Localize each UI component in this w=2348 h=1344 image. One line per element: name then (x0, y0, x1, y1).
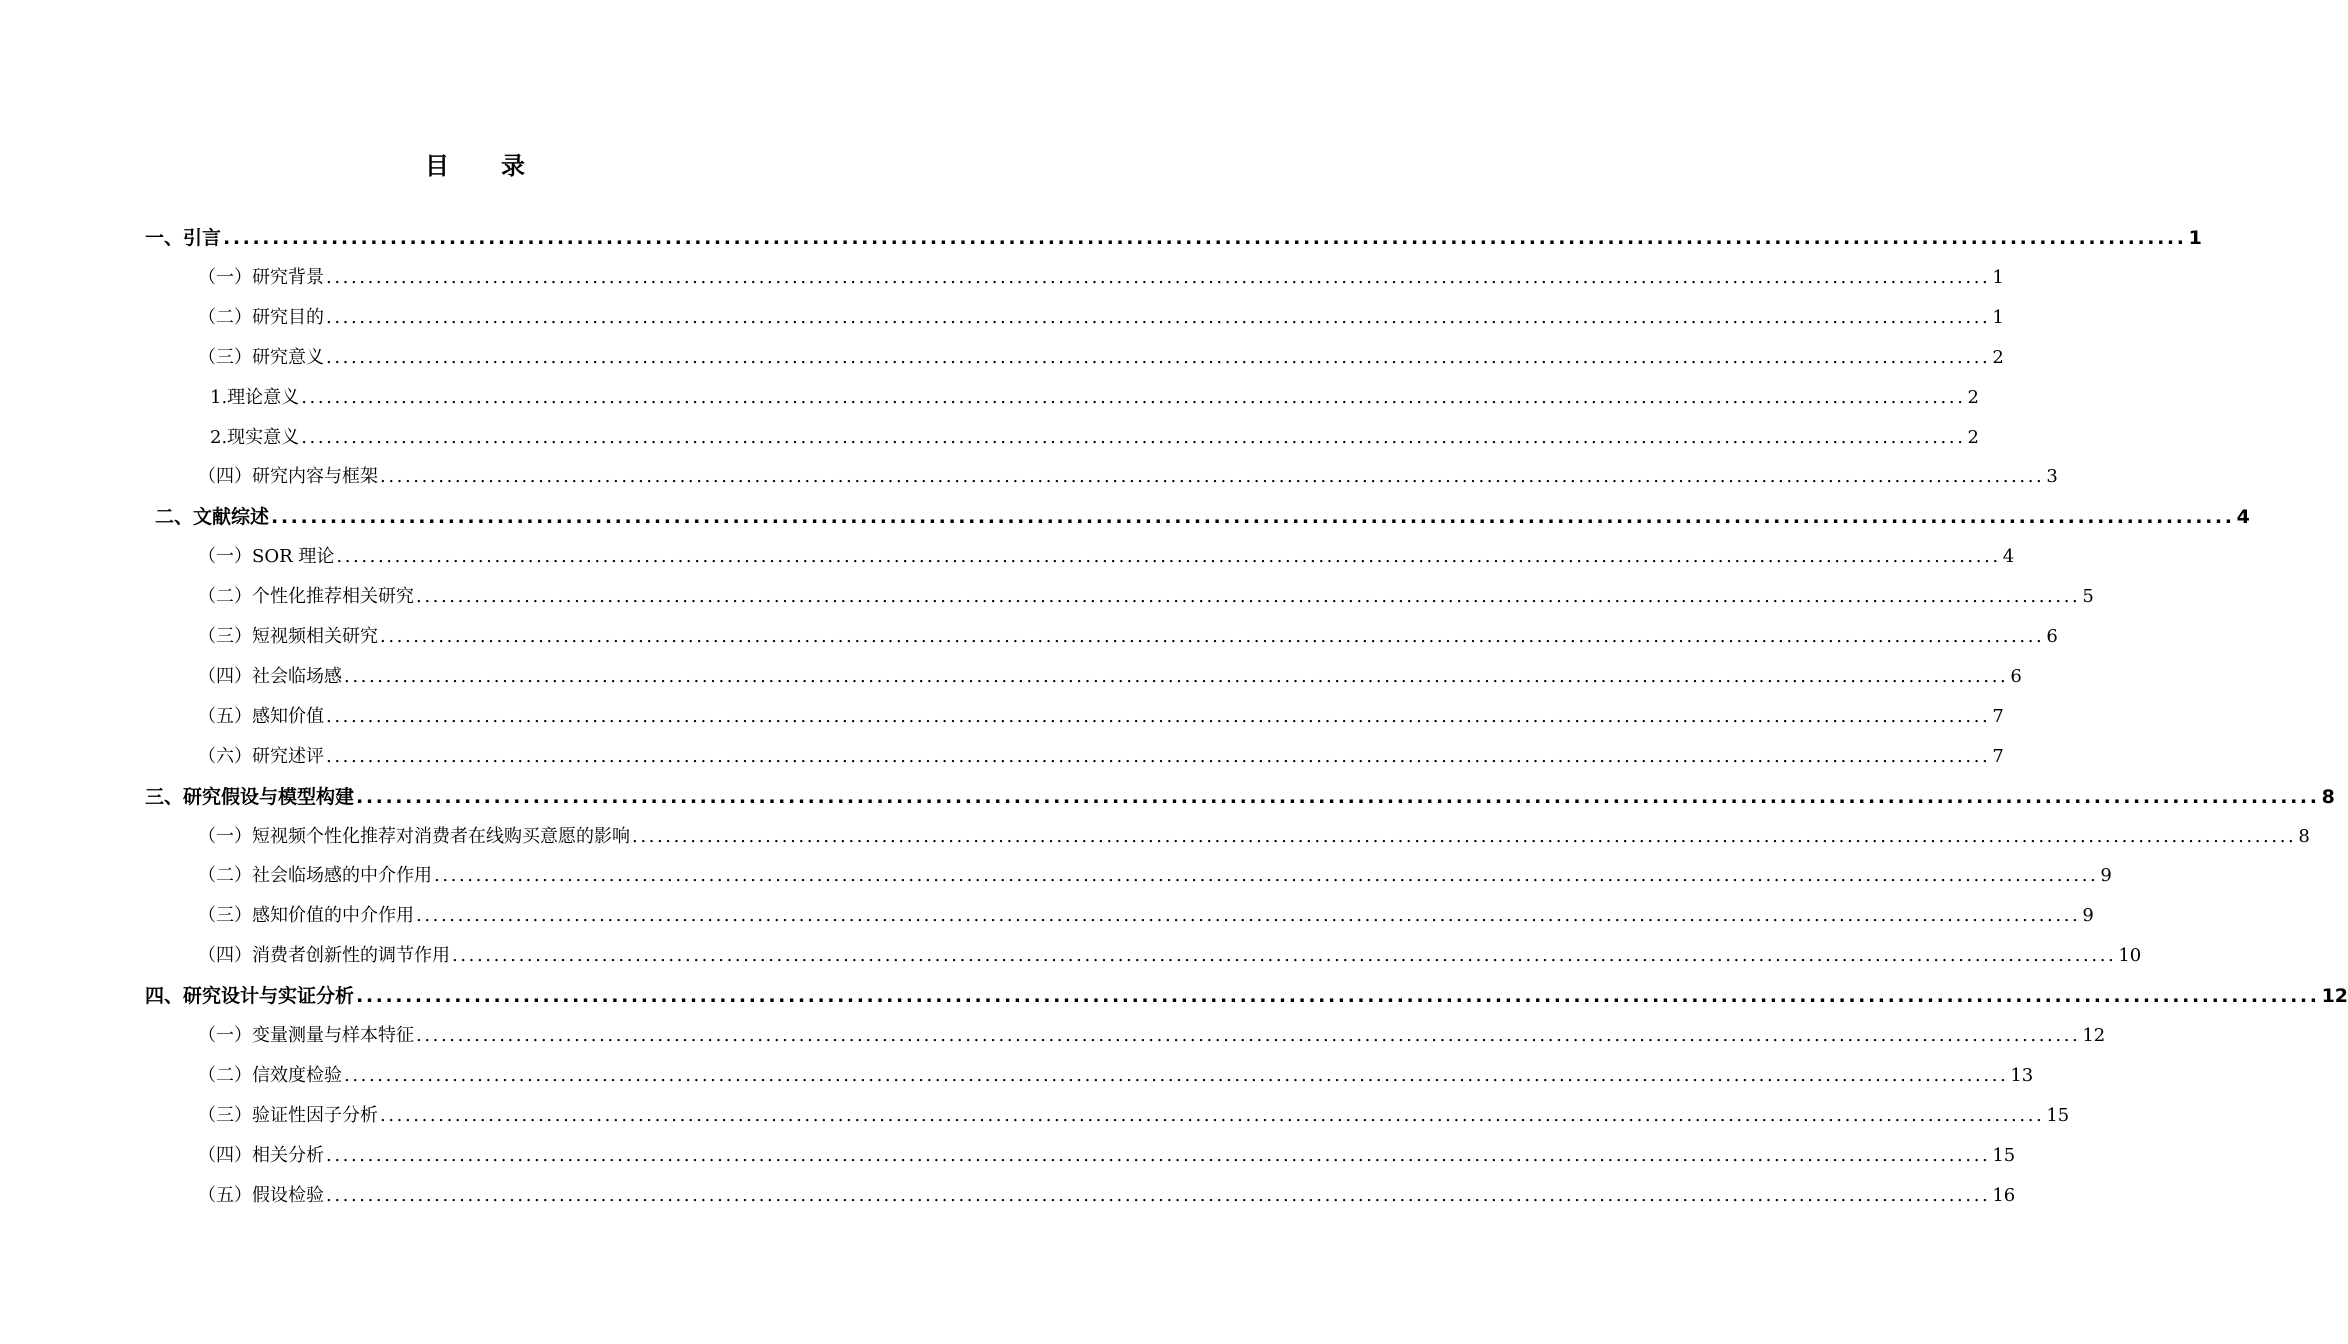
toc-dot-leader: ........................................................................................................................................................................................................ (271, 506, 2235, 529)
toc-entry-page-number: 8 (2298, 825, 2310, 847)
toc-entry (198, 302, 2004, 334)
toc-dot-leader: ........................................................................................................................................................................................................ (326, 306, 1991, 328)
toc-entry-label: （五）假设检验 (198, 1184, 324, 1206)
toc-dot-leader: ........................................................................................................................................................................................................ (326, 1144, 1991, 1166)
toc-dot-leader: ........................................................................................................................................................................................................ (380, 1104, 2045, 1126)
toc-entry-label: （一）SOR 理论 (198, 546, 335, 568)
toc-entry (198, 461, 2058, 493)
toc-entry-page-number: 7 (1992, 705, 2004, 727)
toc-dot-leader: ........................................................................................................................................................................................................ (344, 1064, 2009, 1086)
toc-dot-leader: ........................................................................................................................................................................................................ (416, 1025, 2081, 1046)
toc-entry-label: （六）研究述评 (198, 745, 324, 767)
toc-dot-leader: ........................................................................................................................................................................................................ (452, 945, 2117, 967)
toc-entry-label: （二）社会临场感的中介作用 (198, 865, 432, 887)
toc-entry-page-number: 6 (2010, 665, 2022, 687)
toc-entry-label: （五）感知价值 (198, 705, 324, 727)
toc-dot-leader: ........................................................................................................................................................................................................ (632, 825, 2297, 847)
toc-entry-page-number: 15 (1992, 1144, 2016, 1166)
toc-entry-page-number: 15 (2046, 1104, 2070, 1126)
toc-dot-leader: ........................................................................................................................................................................................................ (223, 227, 2187, 249)
toc-entry-page-number: 8 (2321, 785, 2335, 808)
title-char-1: 目 (425, 152, 449, 180)
toc-entry-page-number: 10 (2118, 945, 2142, 967)
toc-entry-page-number: 3 (2046, 466, 2058, 488)
toc-dot-leader: ........................................................................................................................................................................................................ (301, 426, 1966, 448)
toc-dot-leader: ........................................................................................................................................................................................................ (380, 466, 2045, 488)
toc-entry-label: （二）信效度检验 (198, 1064, 342, 1086)
toc-entry-label: 2.现实意义 (210, 426, 300, 448)
toc-entry-page-number: 2 (1967, 386, 1979, 408)
toc-entry-page-number: 9 (2100, 865, 2112, 887)
toc-entry (198, 741, 2004, 773)
toc-entry (198, 661, 2022, 693)
page-title (0, 146, 950, 181)
toc-entry (198, 1140, 2016, 1172)
toc-dot-leader: ........................................................................................................................................................................................................ (344, 665, 2009, 687)
toc-entry-label: （三）感知价值的中介作用 (198, 905, 414, 927)
toc-entry (145, 980, 2348, 1012)
toc-entry (198, 860, 2112, 892)
toc-entry-label: （一）短视频个性化推荐对消费者在线购买意愿的影响 (198, 825, 630, 847)
toc-entry-label: 三、研究假设与模型构建 (145, 785, 355, 808)
toc-dot-leader: ........................................................................................................................................................................................................ (336, 546, 2001, 568)
toc-entry-page-number: 6 (2046, 626, 2058, 647)
toc-entry-page-number: 1 (1992, 306, 2004, 328)
toc-entry (198, 1100, 2070, 1132)
toc-entry (210, 422, 1979, 454)
toc-entry (198, 541, 2015, 573)
toc-entry (198, 342, 2004, 374)
toc-dot-leader: ........................................................................................................................................................................................................ (356, 785, 2320, 808)
toc-entry-page-number: 16 (1992, 1184, 2016, 1206)
toc-entry (198, 821, 2310, 853)
toc-entry-label: （四）消费者创新性的调节作用 (198, 945, 450, 967)
toc-entry-label: （一）研究背景 (198, 266, 324, 288)
toc-entry (210, 382, 1979, 414)
toc-entry (198, 262, 2004, 294)
toc-entry-page-number: 1 (2188, 227, 2202, 249)
toc-entry-page-number: 4 (2002, 546, 2015, 568)
toc-entry-page-number: 13 (2010, 1064, 2034, 1086)
toc-entry-page-number: 5 (2082, 586, 2094, 608)
toc-dot-leader: ........................................................................................................................................................................................................ (326, 346, 1991, 368)
toc-entry (198, 1180, 2016, 1212)
toc-entry-page-number: 9 (2082, 905, 2094, 927)
toc-entry-label: （二）个性化推荐相关研究 (198, 586, 414, 608)
toc-entry-label: （二）研究目的 (198, 306, 324, 328)
toc-entry-label: 1.理论意义 (210, 386, 300, 408)
toc-dot-leader: ........................................................................................................................................................................................................ (326, 745, 1991, 767)
toc-entry (145, 222, 2202, 254)
toc-dot-leader: ........................................................................................................................................................................................................ (326, 705, 1991, 727)
toc-entry-page-number: 7 (1992, 745, 2004, 767)
toc-dot-leader: ........................................................................................................................................................................................................ (434, 865, 2099, 887)
toc-entry-page-number: 12 (2082, 1025, 2106, 1046)
toc-entry (155, 501, 2250, 533)
toc-entry-label: 四、研究设计与实证分析 (145, 985, 355, 1008)
toc-dot-leader: ........................................................................................................................................................................................................ (326, 266, 1991, 288)
toc-entry-page-number: 1 (1992, 266, 2004, 288)
toc-entry-label: （三）验证性因子分析 (198, 1104, 378, 1126)
toc-entry-label: 一、引言 (145, 227, 222, 249)
toc-entry-page-number: 12 (2321, 985, 2348, 1008)
toc-entry-label: （四）相关分析 (198, 1144, 324, 1166)
toc-dot-leader: ........................................................................................................................................................................................................ (326, 1184, 1991, 1206)
toc-entry (198, 621, 2058, 653)
toc-entry (198, 940, 2142, 972)
toc-entry (198, 1060, 2034, 1092)
toc-entry-label: （四）社会临场感 (198, 665, 342, 687)
toc-dot-leader: ........................................................................................................................................................................................................ (301, 386, 1966, 408)
toc-entry (198, 581, 2094, 613)
toc-entry (198, 900, 2094, 932)
toc-entry-label: （三）短视频相关研究 (198, 626, 378, 647)
toc-entry (198, 1020, 2106, 1052)
toc-entry (198, 701, 2004, 733)
toc-entry-page-number: 4 (2236, 506, 2250, 529)
toc-dot-leader: ........................................................................................................................................................................................................ (416, 586, 2081, 608)
toc-entry (145, 781, 2335, 813)
toc-entry-label: 二、文献综述 (155, 506, 270, 529)
toc-dot-leader: ........................................................................................................................................................................................................ (356, 985, 2320, 1008)
toc-entry-label: （一）变量测量与样本特征 (198, 1025, 414, 1046)
toc-entry-page-number: 2 (1967, 426, 1979, 448)
title-char-2: 录 (501, 152, 525, 180)
toc-dot-leader: ........................................................................................................................................................................................................ (416, 905, 2081, 927)
toc-entry-label: （四）研究内容与框架 (198, 466, 378, 488)
toc-dot-leader: ........................................................................................................................................................................................................ (380, 626, 2045, 647)
toc-entry-page-number: 2 (1992, 346, 2004, 368)
toc-entry-label: （三）研究意义 (198, 346, 324, 368)
